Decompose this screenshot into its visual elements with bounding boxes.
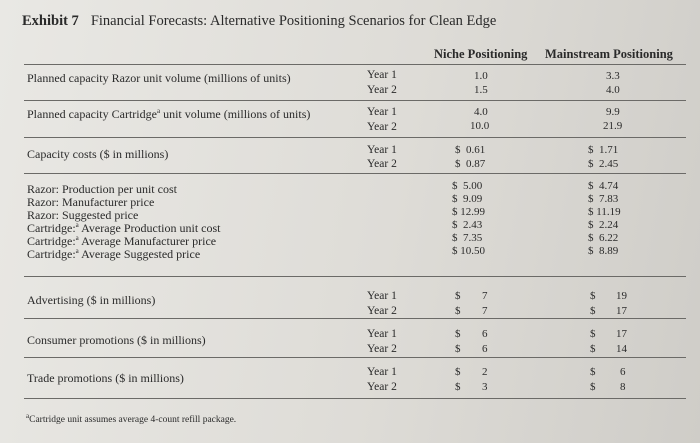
column-header-niche: Niche Positioning	[434, 47, 528, 61]
mainstream-value: 19	[616, 290, 627, 302]
niche-value: 1.5	[474, 84, 488, 96]
year-2-label: Year 2	[367, 381, 397, 393]
year-2-label: Year 2	[367, 158, 397, 170]
mainstream-value: 8	[620, 381, 626, 393]
dollar-sign: $	[590, 290, 596, 302]
niche-value: 3	[482, 381, 488, 393]
mainstream-value: 17	[616, 328, 627, 340]
dollar-sign: $	[590, 366, 596, 378]
mainstream-value: $ 7.83	[588, 193, 619, 205]
niche-value: $ 10.50	[452, 245, 485, 257]
mainstream-value: 17	[616, 305, 627, 317]
mainstream-value: 14	[616, 343, 627, 355]
year-2-label: Year 2	[367, 121, 397, 133]
year-1-label: Year 1	[367, 366, 397, 378]
row-rule	[24, 357, 686, 358]
pricing-label: Razor: Manufacturer price	[27, 195, 155, 209]
niche-value: 7	[482, 290, 488, 302]
pricing-label: Cartridge:$^a$ Average Suggested price	[27, 247, 201, 261]
dollar-sign: $	[590, 381, 596, 393]
row-rule	[24, 318, 686, 319]
row-rule	[24, 137, 686, 138]
mainstream-value: 3.3	[606, 70, 620, 82]
table-bottom-rule	[24, 398, 686, 399]
mainstream-value: $ 8.89	[588, 245, 619, 257]
exhibit-title-text: Financial Forecasts: Alternative Positioning Scenarios for Clean Edge	[90, 13, 497, 29]
niche-value: $ 12.99	[452, 206, 485, 218]
mainstream-value: 4.0	[606, 84, 620, 96]
dollar-sign: $	[455, 290, 461, 302]
niche-value: $ 0.61	[455, 144, 486, 156]
year-1-label: Year 1	[367, 106, 397, 118]
niche-value: $ 7.35	[452, 232, 483, 244]
pricing-label: Cartridge:$^a$ Average Manufacturer price	[27, 234, 217, 248]
niche-value: 1.0	[474, 70, 488, 82]
dollar-sign: $	[590, 343, 596, 355]
dollar-sign: $	[590, 328, 596, 340]
dollar-sign: $	[455, 366, 461, 378]
niche-value: 2	[482, 366, 488, 378]
year-2-label: Year 2	[367, 84, 397, 96]
row-rule	[24, 173, 686, 174]
pricing-label: Razor: Production per unit cost	[27, 182, 177, 196]
dollar-sign: $	[455, 381, 461, 393]
row-label-consumer-promotions: Consumer promotions ($ in millions)	[27, 333, 206, 347]
row-label-trade-promotions: Trade promotions ($ in millions)	[27, 371, 184, 385]
year-1-label: Year 1	[367, 328, 397, 340]
pricing-label: Razor: Suggested price	[27, 208, 139, 222]
niche-value: 4.0	[474, 106, 488, 118]
row-label-razor-volume: Planned capacity Razor unit volume (millions of units)	[27, 71, 291, 85]
mainstream-value: $ 2.24	[588, 219, 619, 231]
mainstream-value: $ 1.71	[588, 144, 619, 156]
niche-value: 7	[482, 305, 488, 317]
dollar-sign: $	[455, 343, 461, 355]
niche-value: $ 2.43	[452, 219, 483, 231]
pricing-label: Cartridge:$^a$ Average Production unit cost	[27, 221, 221, 235]
niche-value: $ 5.00	[452, 180, 483, 192]
footnote: $^a$Cartridge unit assumes average 4-count refill package.	[26, 412, 237, 426]
mainstream-value: 6	[620, 366, 626, 378]
mainstream-value: $ 11.19	[588, 206, 621, 218]
niche-value: 6	[482, 328, 488, 340]
year-1-label: Year 1	[367, 69, 397, 81]
dollar-sign: $	[455, 328, 461, 340]
exhibit-title	[22, 13, 496, 30]
row-label-capacity-costs: Capacity costs ($ in millions)	[27, 147, 169, 161]
niche-value: $ 9.09	[452, 193, 483, 205]
dollar-sign: $	[590, 305, 596, 317]
niche-value: 6	[482, 343, 488, 355]
mainstream-value: $ 2.45	[588, 158, 619, 170]
row-label-cartridge-volume: Planned capacity Cartridge$^a$ unit volume (millions of units)	[27, 107, 311, 121]
column-header-mainstream: Mainstream Positioning	[545, 47, 673, 61]
niche-value: 10.0	[470, 120, 490, 132]
mainstream-value: $ 6.22	[588, 232, 619, 244]
year-2-label: Year 2	[367, 343, 397, 355]
mainstream-value: 21.9	[603, 120, 623, 132]
row-rule	[24, 100, 686, 101]
year-1-label: Year 1	[367, 144, 397, 156]
row-rule	[24, 276, 686, 277]
mainstream-value: 9.9	[606, 106, 620, 118]
exhibit-label: Exhibit 7	[22, 13, 79, 29]
niche-value: $ 0.87	[455, 158, 486, 170]
row-label-advertising: Advertising ($ in millions)	[27, 293, 156, 307]
dollar-sign: $	[455, 305, 461, 317]
mainstream-value: $ 4.74	[588, 180, 619, 192]
header-rule	[24, 64, 686, 65]
year-1-label: Year 1	[367, 290, 397, 302]
year-2-label: Year 2	[367, 305, 397, 317]
